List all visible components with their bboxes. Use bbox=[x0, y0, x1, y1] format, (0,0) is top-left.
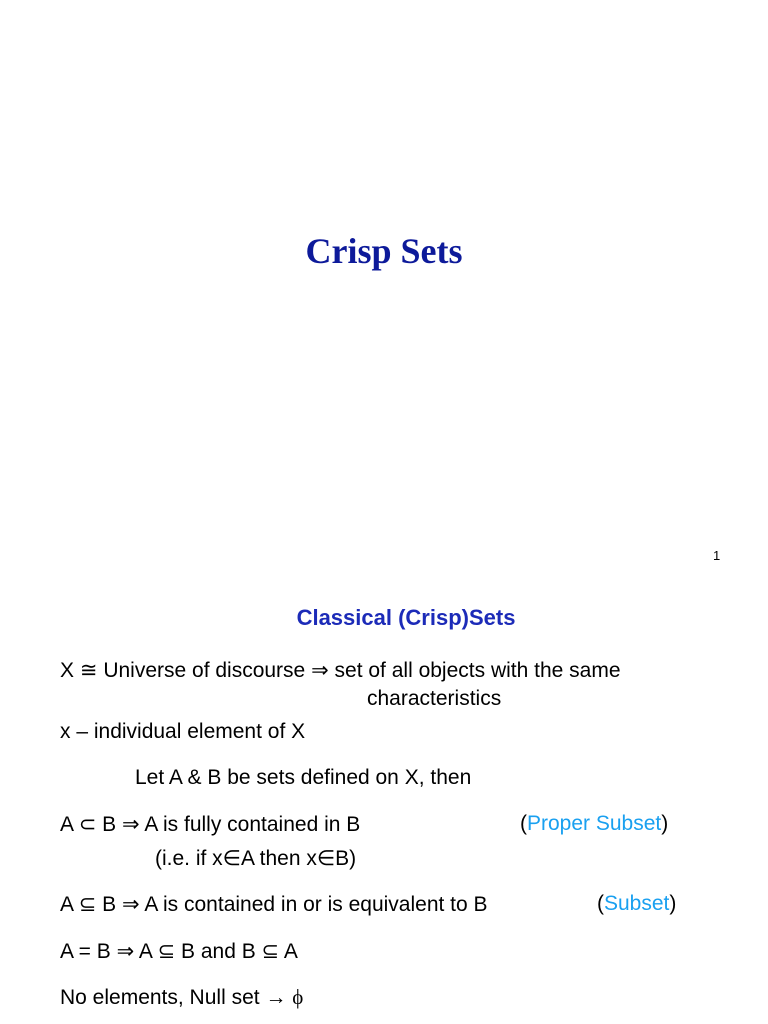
proper-subset-symbol: ⊂ bbox=[78, 813, 97, 836]
proper-subset-label: Proper Subset bbox=[527, 812, 662, 835]
set-symbol-x: X bbox=[60, 659, 75, 682]
implies-symbol: ⇒ bbox=[311, 659, 329, 682]
proper-subset-text: A is fully contained in B bbox=[144, 813, 361, 836]
page-number: 1 bbox=[713, 548, 721, 563]
congruent-symbol: ≅ bbox=[79, 659, 98, 682]
arrow-symbol: → bbox=[265, 986, 287, 1009]
universe-description: set of all objects with the same bbox=[334, 659, 621, 682]
section-heading: Classical (Crisp)Sets bbox=[296, 605, 516, 630]
subset-symbol: ⊆ bbox=[78, 893, 97, 916]
paren-close: ) bbox=[661, 812, 669, 835]
subset-text: A is contained in or is equivalent to B bbox=[144, 893, 488, 916]
proper-subset-definition bbox=[60, 812, 360, 837]
null-set-definition bbox=[60, 985, 303, 1010]
paren-open: ( bbox=[520, 812, 527, 835]
paren-close: ) bbox=[669, 892, 677, 915]
slide-title: Crisp Sets bbox=[305, 231, 463, 271]
subset-definition bbox=[60, 892, 488, 917]
proper-subset-tag bbox=[520, 812, 668, 836]
phi-symbol: ϕ bbox=[292, 985, 304, 1009]
proper-subset-example: (i.e. if x∈A then x∈B) bbox=[155, 847, 357, 870]
universe-label: Universe of discourse bbox=[103, 659, 306, 682]
universe-definition bbox=[60, 658, 621, 683]
subset-label: Subset bbox=[604, 892, 670, 915]
paren-open: ( bbox=[597, 892, 604, 915]
set-b: B bbox=[102, 893, 117, 916]
element-definition: x – individual element of X bbox=[60, 720, 306, 743]
implies-symbol: ⇒ bbox=[122, 893, 140, 916]
equality-definition: A = B ⇒ A ⊆ B and B ⊆ A bbox=[60, 940, 298, 963]
null-set-text: No elements, Null set bbox=[60, 986, 260, 1009]
subset-tag bbox=[597, 892, 676, 916]
set-b: B bbox=[102, 813, 117, 836]
universe-description-cont: characteristics bbox=[367, 687, 502, 710]
implies-symbol: ⇒ bbox=[122, 813, 140, 836]
sets-intro: Let A & B be sets defined on X, then bbox=[135, 766, 472, 789]
set-a: A bbox=[60, 813, 73, 836]
set-a: A bbox=[60, 893, 73, 916]
